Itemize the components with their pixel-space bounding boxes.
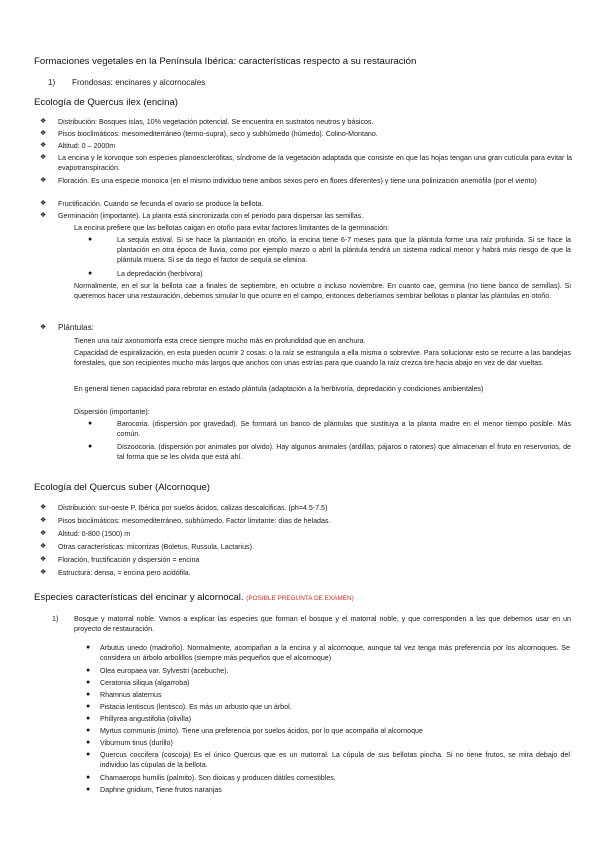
list-item: Floración, fructificación y dispersión = encina [58, 556, 200, 564]
section-number: 1) [48, 78, 56, 87]
diamond-bullet-icon: ❖ [40, 324, 47, 331]
diamond-bullet-icon: ❖ [40, 212, 47, 219]
diamond-bullet-icon: ❖ [40, 142, 47, 149]
dot-bullet-icon: ● [86, 751, 91, 758]
list-item: Olea europaea var. Sylvestri (acebuche). [100, 667, 229, 675]
dot-bullet-icon: ● [86, 667, 91, 674]
list-item: Barocoria. (dispersión por gravedad). Se formará un banco de plántulas que sustituya a la planta madre en el menor tiempo posible. Más común. [117, 420, 571, 438]
diamond-bullet-icon: ❖ [40, 154, 47, 161]
list-item: Ceratonia siliqua (algarroba) [100, 679, 190, 687]
ilex-heading: Ecología de Quercus ilex (encina) [34, 97, 178, 108]
germination-note: Normalmente, en el sur la bellota cae a finales de septiembre, en octubre o incluso noviembre. En cuanto cae, germina (no tiene banco de semillas). Si queremos hacer una restauración, debemos simular lo que ocurre en el campo, entonces deberíamos sembrar bellotas o plantar las plántulas en otoño. [74, 282, 571, 300]
plantulas-label: Plántulas: [58, 323, 94, 332]
plantulas-paragraph: Tienen una raíz axonomorfa esta crece siempre mucho más en profundidad que en anchura. [74, 337, 366, 345]
list-item: Rhamnus alaternus [100, 691, 162, 699]
list-item: Pisos bioclimáticos: mesomediterráneo, subhúmedo. Factor limitante: días de heladas. [58, 517, 331, 525]
dot-bullet-icon: ● [86, 691, 91, 698]
dot-bullet-icon: ● [86, 644, 91, 651]
germination-intro: La encina prefiere que las bellotas caigan en otoño para evitar factores limitantes de la germinación: [74, 224, 390, 232]
dot-bullet-icon: ● [86, 679, 91, 686]
dot-bullet-icon: ● [86, 786, 91, 793]
diamond-bullet-icon: ❖ [40, 517, 47, 524]
list-item: La sequía estival. Si se hace la plantación en otoño, la encina tiene 6-7 meses para que la plántula forme una raíz profunda. Si se hace la plantación en otra época de lluvia, como por ejemplo marzo o abril la plántula tendrá un sistema radical menor y habrá más riesgo de que la plántula muera. Si se da riego el factor de sequía se elimina. [117, 236, 571, 264]
diamond-bullet-icon: ❖ [40, 130, 47, 137]
list-item: Altitud: 0 – 2000m [58, 142, 116, 150]
dot-bullet-icon: ● [88, 270, 93, 277]
dot-bullet-icon: ● [88, 236, 93, 243]
list-item: Distribución: sur-oeste P. Ibérica por suelos ácidos, calizas descalcificas. (ph=4.5-7.5) [58, 504, 328, 512]
diamond-bullet-icon: ❖ [40, 569, 47, 576]
dot-bullet-icon: ● [86, 739, 91, 746]
diamond-bullet-icon: ❖ [40, 543, 47, 550]
diamond-bullet-icon: ❖ [40, 177, 47, 184]
list-item: Otras características: micorrizas (Boletus, Russula, Lactarius). [58, 543, 254, 551]
suber-heading: Ecología del Quercus suber (Alcornoque) [34, 482, 210, 493]
especies-intro: Bosque y matorral noble. Vamos a explicar las especies que forman el bosque y el matorral noble, y que corresponden a las que debemos usar en un proyecto de restauración. [74, 615, 571, 633]
dot-bullet-icon: ● [86, 774, 91, 781]
diamond-bullet-icon: ❖ [40, 530, 47, 537]
list-item: Quercus coccifera (coscoja) Es el único Quercus que es un matorral. La cúpula de sus bellotas pincha. Si no tiene frutos, se mira debajo del individuo las cúpulas de la bellota. [100, 751, 570, 769]
dot-bullet-icon: ● [86, 715, 91, 722]
list-item: Viburnum tinus (durillo) [100, 739, 173, 747]
plantulas-paragraph: Capacidad de espiralización, en esta pueden ocurrir 2 cosas: o la raíz se estrangula a ella misma o sobrevive. Para solucionar esto se recurre a las bandejas forestales, que son recipientes mucho más largos que anchos con unas estrías para que cuando la raíz crezca tire hacia abajo en vez de dar vueltas. [74, 349, 571, 367]
especies-number: 1) [52, 615, 59, 623]
list-item: Chamaerops humilis (palmito). Son dioicas y producen dátiles comestibles. [100, 774, 336, 782]
list-item: Germinación (importante). La planta está sincronizada con el periodo para dispersar las semillas. [58, 212, 364, 220]
diamond-bullet-icon: ❖ [40, 118, 47, 125]
dot-bullet-icon: ● [88, 420, 93, 427]
especies-heading [34, 592, 354, 605]
dot-bullet-icon: ● [86, 703, 91, 710]
list-item: Daphne gnidium, Tiene frutos naranjas [100, 786, 222, 794]
section-title: Frondosas: encinares y alcornocales [72, 78, 206, 87]
especies-heading-text: Especies características del encinar y alcornocal. [34, 592, 244, 603]
diamond-bullet-icon: ❖ [40, 556, 47, 563]
list-item: Fructificación. Cuando se fecunda el ovario se produce la bellota. [58, 200, 264, 208]
list-item: Pistacia lentiscus (lentisco). Es más un arbusto que un árbol. [100, 703, 292, 711]
diamond-bullet-icon: ❖ [40, 200, 47, 207]
dispersion-label: Dispersión (importante): [74, 408, 150, 416]
list-item: Altitud: 0-800 (1500) m [58, 530, 131, 538]
list-item: Pisos bioclimáticos: mesomediterráneo (termo-supra), seco y subhúmedo (húmedo). Colino-Montano. [58, 130, 378, 138]
exam-tag: (POSIBLE PREGUNTA DE EXAMEN) [246, 595, 354, 602]
list-item: Floración. Es una especie monoica (en el mismo individuo tiene ambos sexos pero en flores diferentes) y tiene una polinización anemófila (por el viento) [58, 177, 537, 185]
list-item: Estructura: densa, = encina pero acidófila. [58, 569, 191, 577]
dot-bullet-icon: ● [86, 727, 91, 734]
document-title: Formaciones vegetales en la Península Ibérica: características respecto a su restauración [34, 56, 417, 67]
list-item: Phillyrea angustifolia (olivilla) [100, 715, 192, 723]
list-item: Distribución: Bosques islas, 10% vegetación potencial. Se encuentra en sustratos neutros y básicos. [58, 118, 374, 126]
list-item: La encina y le korvoque son especies planoesclerófitas, síndrome de la vegetación adaptada que consiste en que las hojas tengan una gran cutícula para evitar la evapotranspiración. [58, 154, 572, 172]
list-item: Myrtus communis (mirto). Tiene una preferencia por suelos ácidos, por lo que acompaña al alcornoque [100, 727, 423, 735]
plantulas-paragraph: En general tienen capacidad para rebrotar en estado plántula (adaptación a la herbivoría, depredación y condiciones ambientales) [74, 385, 484, 393]
list-item: Diszoocoria. (dispersión por animales por olvido). Hay algunos animales (ardillas, pájaros o ratones) que almacenan el fruto en reservorios, de tal forma que se les olvida que está ahí. [117, 443, 571, 461]
list-item: Arbutus unedo (madroño). Normalmente, acompañan a la encina y al alcornoque, aunque tal vez tenga más preferencia por los alcornoques. Se considera un árbolo arbolillos (siempre más pequeños que el alcornoque) [100, 644, 570, 662]
dot-bullet-icon: ● [88, 443, 93, 450]
list-item: La depredación (herbívora) [117, 270, 203, 278]
diamond-bullet-icon: ❖ [40, 504, 47, 511]
